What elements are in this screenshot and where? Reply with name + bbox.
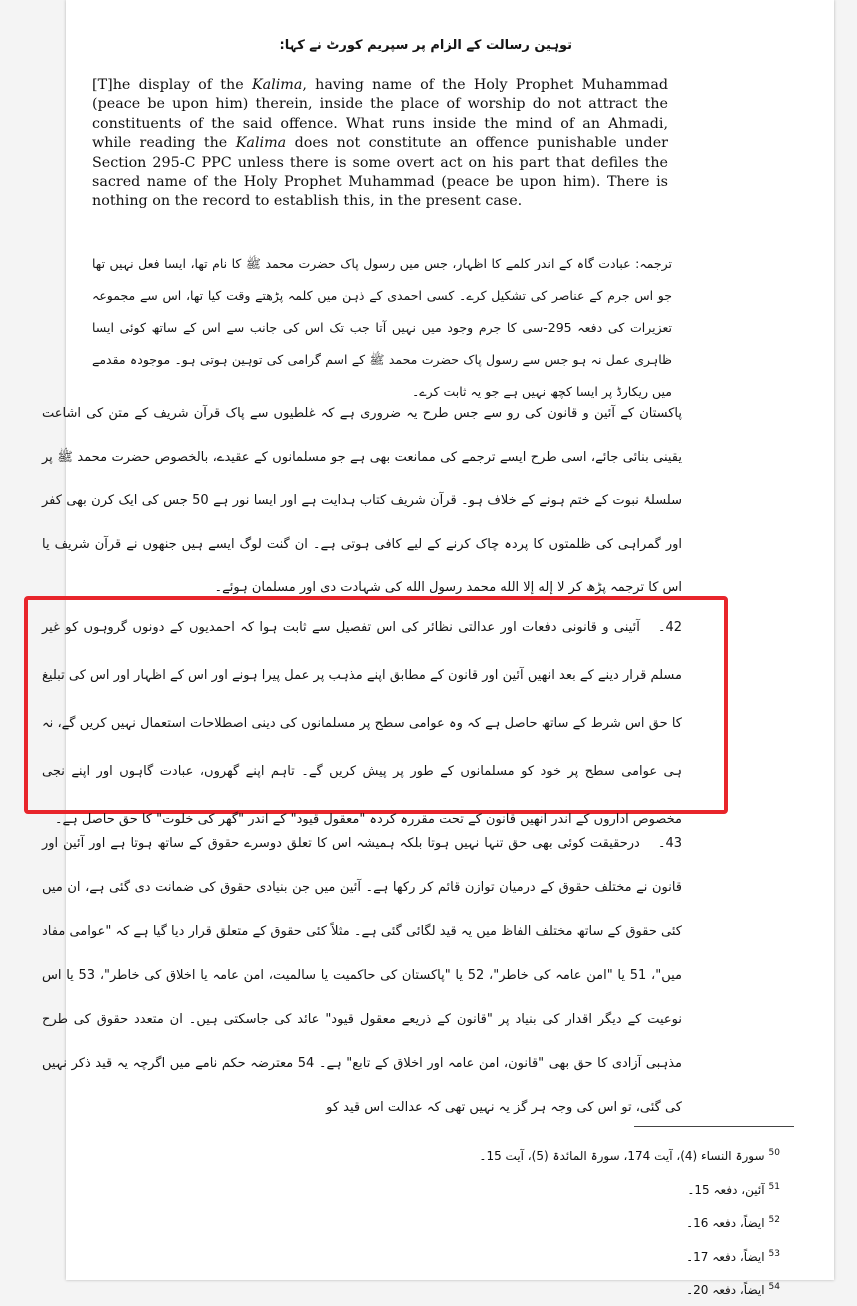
footnote-divider	[634, 1126, 794, 1127]
quote-text-3: does not constitute an offence punishable under Section 295-C PPC unless there is some overt act on his part that defiles the sacred name of the Holy Prophet Muhammad (peace be upon him). There is nothing on the record to establish this, in the present case.	[92, 135, 668, 210]
footnote-text: ایضاً، دفعہ 17۔	[686, 1249, 765, 1264]
quote-text-2: , having name of the Holy Prophet Muhammad (peace be upon him) therein, inside the place of worship do not attract the constituents of the said offence. What runs inside the mind of an Ahmadi, while reading the	[92, 77, 668, 152]
english-quote	[92, 76, 668, 212]
footnote	[480, 1205, 780, 1239]
paragraph-42	[42, 604, 682, 844]
paragraph-number-42: 42۔	[657, 620, 682, 635]
paragraph-quran: پاکستان کے آئین و قانون کی رو سے جس طرح یہ ضروری ہے کہ غلطیوں سے پاک قرآن شریف کے متن کی اشاعت یقینی بنائی جائے، اسی طرح ایسے ترجمے کی ممانعت بھی ہے جو مسلمانوں کے عقیدے، بالخصوص حضرت محمد ﷺ پر سلسلۂ نبوت کے ختم ہونے کے خلاف ہو۔ قرآن شریف کتاب ہدایت ہے اور ایسا نور ہے 50 جس کی ایک کرن بھی کفر اور گمراہی کی ظلمتوں کا پردہ چاک کرنے کے لیے کافی ہوتی ہے۔ ان گنت لوگ ایسے ہیں جنھوں نے قرآن شریف یا اس کا ترجمہ پڑھ کر لا إله إلا الله محمد رسول الله کی شہادت دی اور مسلمان ہوئے۔	[42, 406, 682, 595]
footnote	[480, 1239, 780, 1273]
footnote-number: 50	[768, 1148, 780, 1158]
footnote-text: آئین، دفعہ 15۔	[687, 1182, 765, 1197]
section-heading: توہین رسالت کے الزام پر سپریم کورٹ نے کہا:	[279, 38, 572, 53]
kalima-term-1: Kalima	[251, 77, 303, 93]
footnotes	[480, 1138, 780, 1306]
footnote	[480, 1272, 780, 1306]
footnote	[480, 1172, 780, 1206]
footnote-number: 52	[768, 1215, 780, 1225]
footnote	[480, 1138, 780, 1172]
quote-paragraph	[92, 76, 668, 212]
footnote-text: ایضاً، دفعہ 20۔	[686, 1283, 765, 1297]
paragraph-42-text: آئینی و قانونی دفعات اور عدالتی نظائر کی اس تفصیل سے ثابت ہوا کہ احمدیوں کے دونوں گروہوں کو غیر مسلم قرار دینے کے بعد انھیں آئین اور قانون کے مطابق اپنے مذہب پر عمل پیرا ہونے اور اس کے اظہار اور اس کی تبلیغ کا حق اس شرط کے ساتھ حاصل ہے کہ وہ عوامی سطح پر مسلمانوں کی دینی اصطلاحات استعمال نہیں کریں گے، نہ ہی عوامی سطح پر خود کو مسلمانوں کے طور پر پیش کریں گے۔ تاہم اپنے گھروں، عبادت گاہوں اور اپنے نجی مخصوص اداروں کے اندر انھیں قانون کے تحت مقررہ کردہ "معقول قیود" کے اندر "گھر کی خلوت" کا حق حاصل ہے۔	[42, 620, 682, 827]
quote-text-1: [T]he display of the	[92, 77, 244, 93]
paragraph-number-43: 43۔	[657, 836, 682, 851]
paragraph-43	[42, 822, 682, 1130]
footnote-text: ایضاً، دفعہ 16۔	[686, 1216, 765, 1230]
footnote-number: 51	[768, 1181, 780, 1192]
footnote-number: 53	[768, 1248, 780, 1259]
kalima-term-2: Kalima	[235, 135, 287, 152]
urdu-translation: ترجمہ: عبادت گاہ کے اندر کلمے کا اظہار، جس میں رسول پاک حضرت محمد ﷺ کا نام تھا، ایسا فعل نہیں تھا جو اس جرم کے عناصر کی تشکیل کرے۔ کسی احمدی کے ذہن میں کلمہ پڑھتے وقت کیا تھا، اس سے مجموعہ تعزیرات کی دفعہ 295-سی کا جرم وجود میں نہیں آتا جب تک اس کی جانب سے اس کے ساتھ کوئی ایسا ظاہری عمل نہ ہو جس سے رسول پاک حضرت محمد ﷺ کے اسم گرامی کی توہین ہوتی ہو۔ موجودہ مقدمے میں ریکارڈ پر ایسا کچھ نہیں ہے جو یہ ثابت کرے۔	[92, 256, 672, 399]
paragraph-43-text: درحقیقت کوئی بھی حق تنہا نہیں ہوتا بلکہ ہمیشہ اس کا تعلق دوسرے حقوق کے ساتھ ہوتا ہے اور آئین اور قانون نے مختلف حقوق کے درمیان توازن قائم کر رکھا ہے۔ آئین میں جن بنیادی حقوق کی ضمانت دی گئی ہے، ان میں کئی حقوق کے ساتھ مختلف الفاظ میں یہ قید لگائی گئی ہے۔ مثلاً کئی حقوق کے متعلق قرار دیا گیا ہے کہ "عوامی مفاد میں"، 51 یا "امن عامہ کی خاطر"، 52 یا "پاکستان کی حاکمیت یا سالمیت، امن عامہ یا اخلاق کی خاطر"، 53 یا اس نوعیت کے دیگر اقدار کی بنیاد پر "قانون کے ذریعے معقول قیود" عائد کی جاسکتی ہیں۔ ان متعدد حقوق کی طرح مذہبی آزادی کا حق بھی "قانون، امن عامہ اور اخلاق کے تابع" ہے۔ 54 معترضہ حکم نامے میں اگرچہ یہ قید ذکر نہیں کی گئی، تو اس کی وجہ ہر گز یہ نہیں تھی کہ عدالت اس قید کو	[42, 836, 682, 1115]
footnote-text: سورۃ النساء (4)، آیت 174، سورۃ المائدۃ (5)، آیت 15۔	[479, 1149, 765, 1163]
footnote-number: 54	[768, 1282, 780, 1292]
